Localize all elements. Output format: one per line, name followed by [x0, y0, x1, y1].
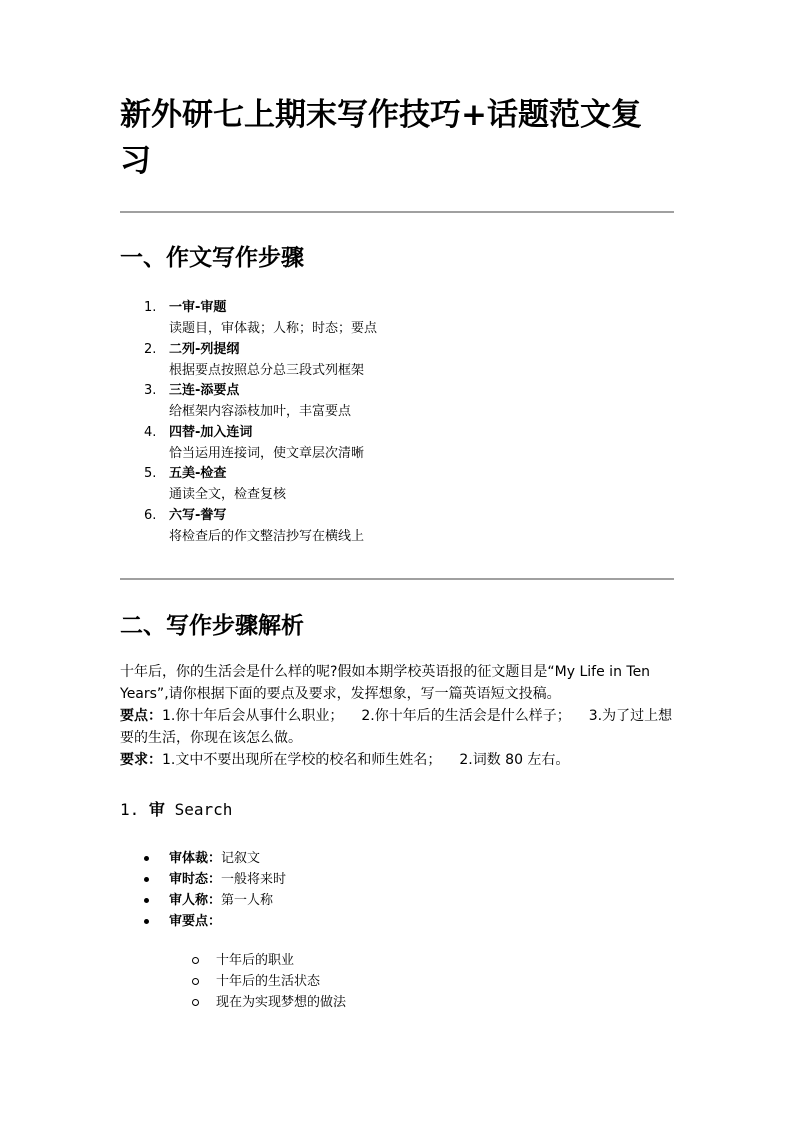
step-title: 一审-审题 — [169, 300, 227, 315]
step-desc: 通读全文，检查复核 — [169, 487, 287, 503]
requirements-label: 要求： — [120, 752, 162, 768]
circle-bullet-icon — [192, 999, 199, 1006]
bullet-label: 审要点 — [169, 914, 209, 929]
divider — [120, 578, 674, 580]
section-heading-analysis: 二、写作步骤解析 — [120, 612, 304, 639]
list-number: 1. — [144, 300, 157, 315]
point-3: 3.为了过上想要的生活，你现在该怎么做。 — [120, 708, 673, 746]
prompt-paragraph — [120, 661, 674, 771]
step-desc: 读题目，审体裁；人称；时态；要点 — [169, 321, 378, 336]
page-title: 新外研七上期末写作技巧+话题范文复习 — [120, 97, 642, 179]
point-1: 1.你十年后会从事什么职业； — [162, 708, 344, 724]
step-title: 五美-检查 — [169, 466, 227, 482]
step-desc: 将检查后的作文整洁抄写在横线上 — [169, 528, 365, 544]
bullet-icon — [144, 856, 149, 861]
point-2: 2.你十年后的生活会是什么样子； — [361, 708, 571, 724]
step-title: 四替-加入连词 — [169, 424, 253, 440]
circle-bullet-icon — [192, 957, 199, 964]
step-title: 六写-誊写 — [169, 507, 227, 523]
bullet-icon — [144, 898, 149, 903]
step-desc: 给框架内容添枝加叶，丰富要点 — [169, 404, 352, 420]
bullet-label: 审体裁 — [169, 851, 209, 866]
sub-point: 现在为实现梦想的做法 — [216, 995, 347, 1010]
bullet-label: 审时态 — [169, 872, 209, 887]
sub-point: 十年后的生活状态 — [216, 974, 321, 989]
list-number: 3. — [144, 383, 157, 399]
bullet-value: 记叙文 — [221, 851, 261, 866]
sub-heading-search — [120, 798, 232, 822]
list-number: 2. — [144, 341, 157, 357]
list-number: 6. — [144, 507, 157, 523]
prompt-requirements — [120, 749, 674, 771]
prompt-points — [120, 705, 674, 749]
bullet-label: 审人称 — [169, 893, 209, 908]
sub-heading-en: Search — [174, 800, 233, 819]
section-heading-steps: 一、作文写作步骤 — [120, 244, 304, 271]
bullet-value: 第一人称 — [221, 893, 274, 908]
circle-bullet-icon — [192, 978, 199, 985]
bullet-icon — [144, 877, 149, 882]
prompt-intro: 十年后，你的生活会是什么样的呢?假如本期学校英语报的征文题目是“My Life in Ten Years”,请你根据下面的要点及要求，发挥想象，写一篇英语短文投稿。 — [120, 664, 651, 702]
bullet-icon — [144, 919, 149, 924]
points-label: 要点： — [120, 708, 162, 724]
step-title: 三连-添要点 — [169, 383, 240, 399]
requirement-2: 2.词数 80 左右。 — [459, 752, 570, 768]
step-desc: 根据要点按照总分总三段式列框架 — [169, 362, 365, 378]
list-number: 4. — [144, 424, 157, 440]
requirement-1: 1.文中不要出现所在学校的校名和师生姓名； — [162, 752, 442, 768]
list-number: 5. — [144, 466, 157, 482]
sub-heading-number: 1. — [120, 800, 140, 819]
sub-point: 十年后的职业 — [216, 953, 295, 968]
sub-heading-cjk: 审 — [148, 800, 165, 819]
divider — [120, 211, 674, 213]
step-title: 二列-列提纲 — [169, 341, 240, 357]
step-desc: 恰当运用连接词，使文章层次清晰 — [169, 445, 365, 461]
bullet-value: 一般将来时 — [221, 872, 287, 887]
